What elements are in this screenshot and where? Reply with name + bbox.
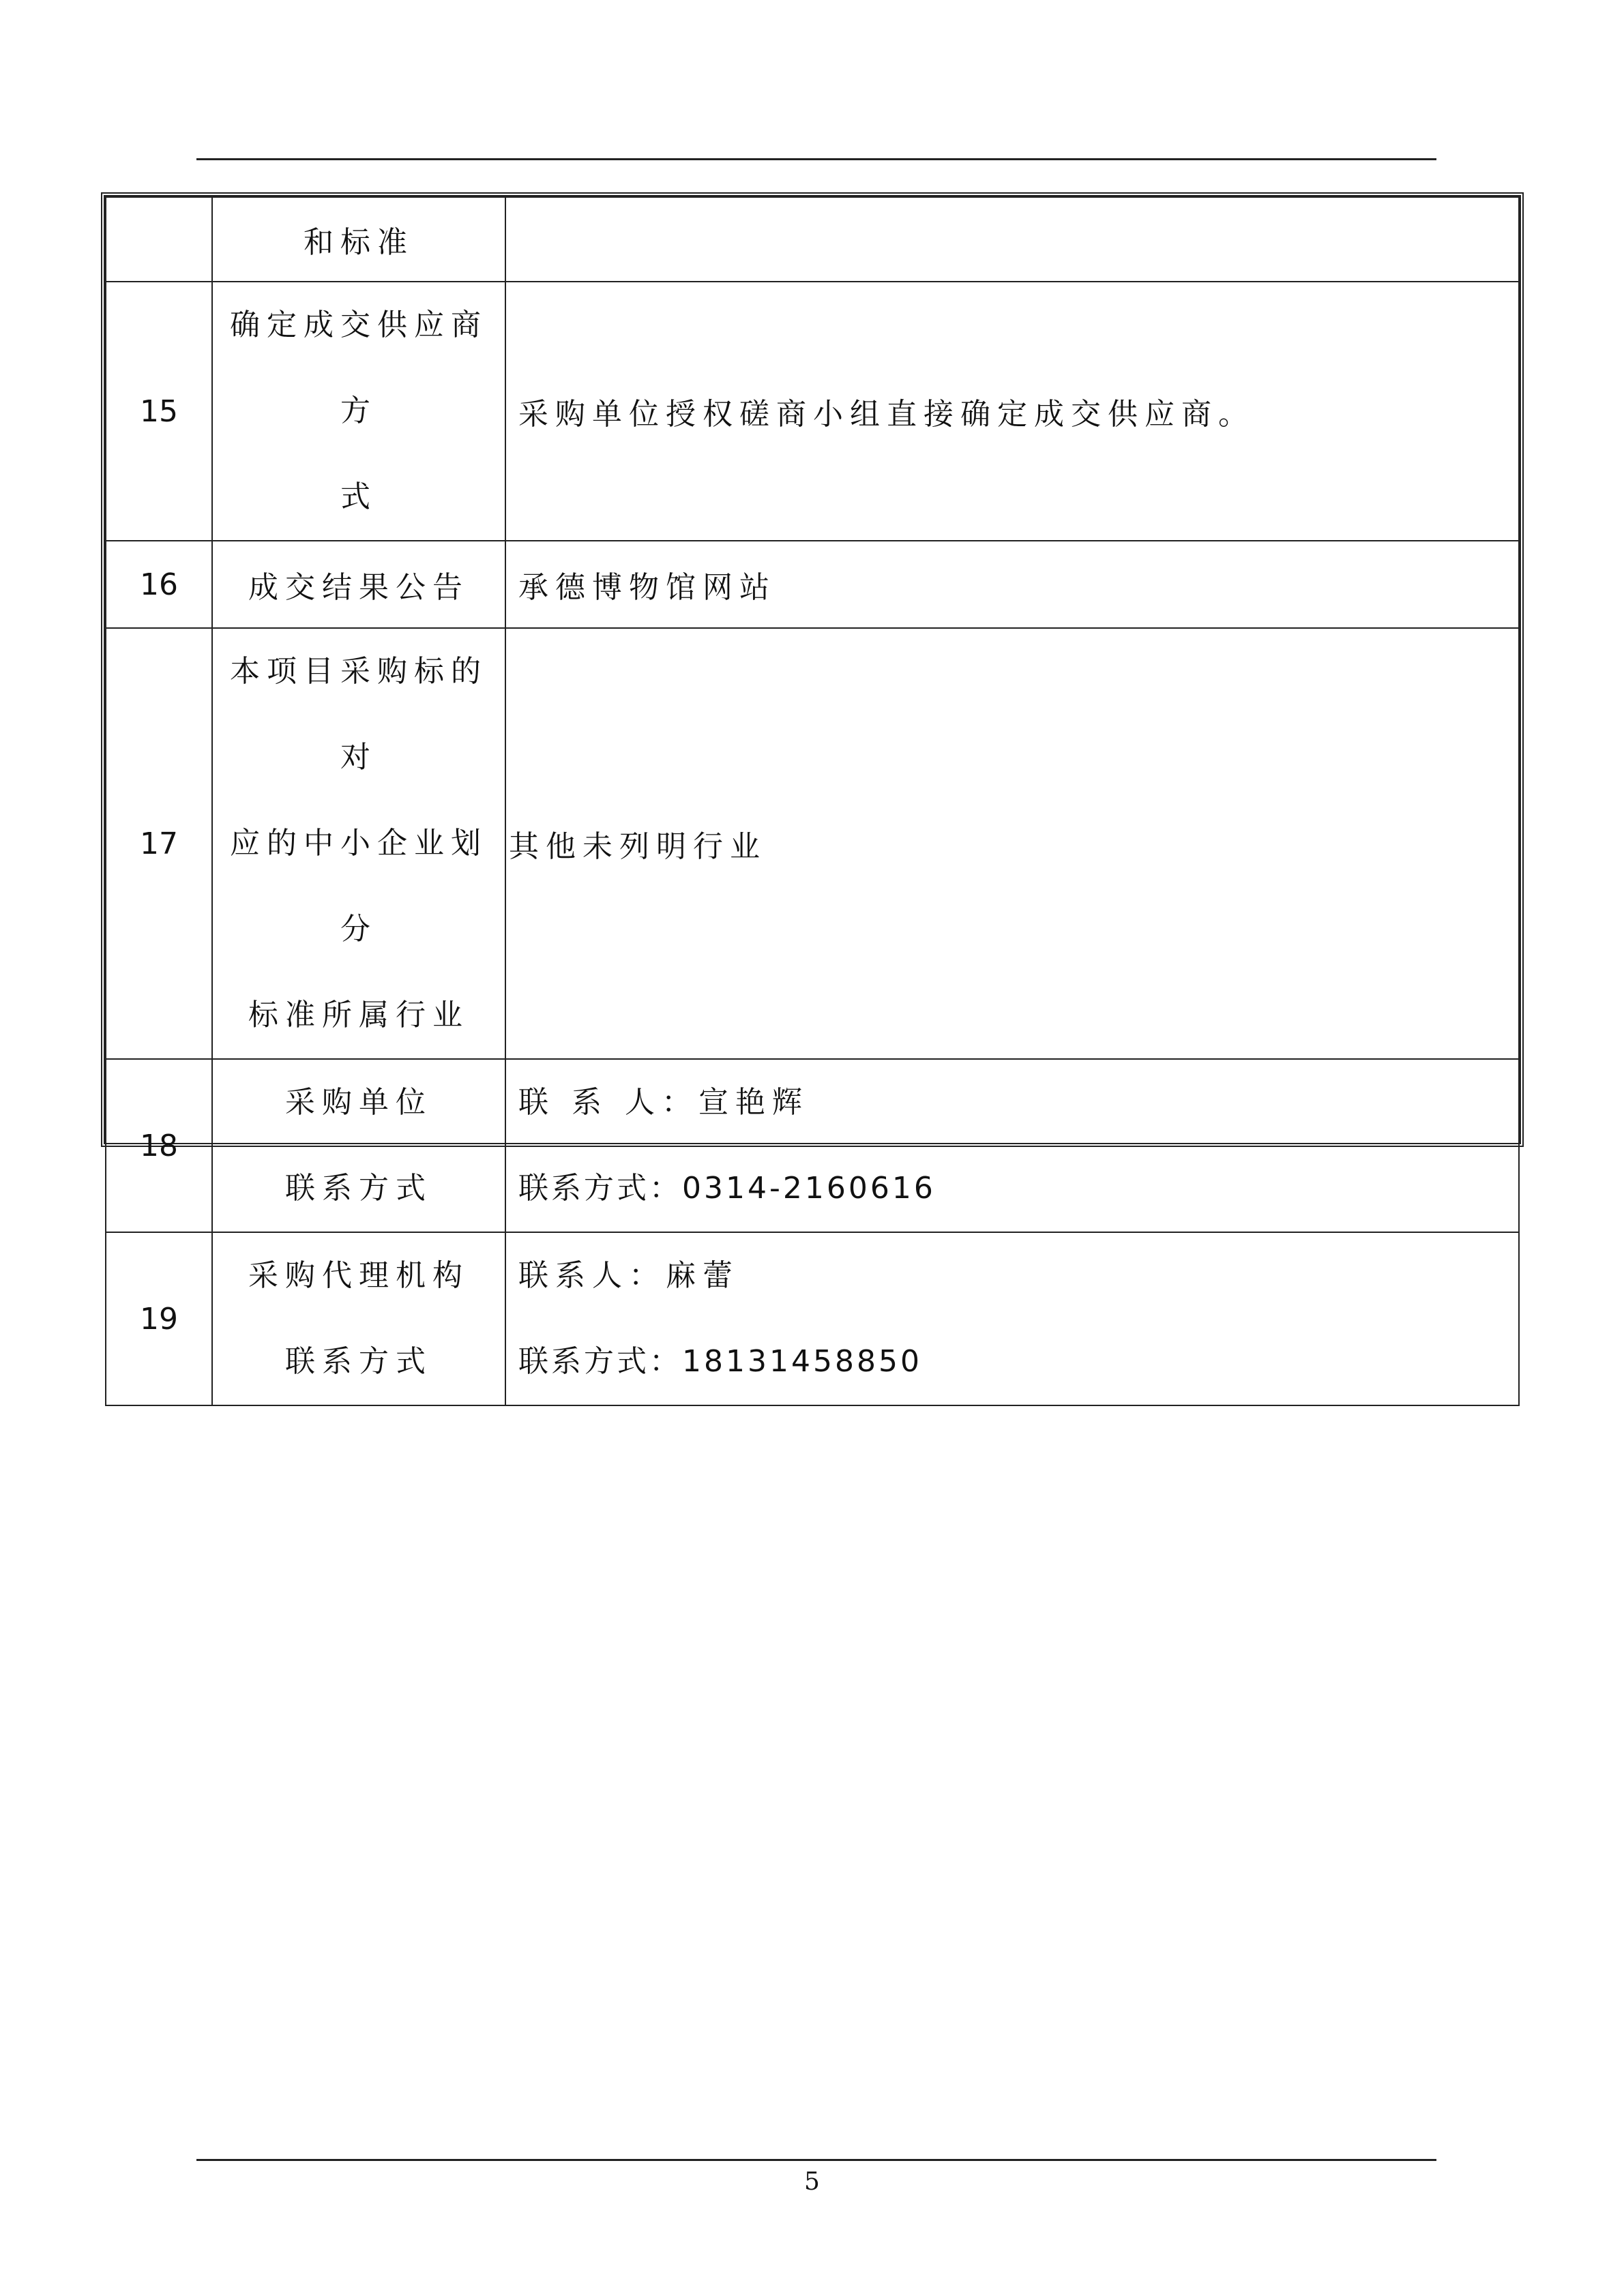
footer-rule (196, 2159, 1436, 2161)
table-row (106, 197, 1519, 282)
procurement-info-table (101, 192, 1524, 1379)
row-label (212, 1232, 505, 1405)
row-content (505, 197, 1519, 282)
row-content (505, 282, 1519, 541)
row-number: 18 (106, 1059, 212, 1232)
label-line: 式 (340, 479, 377, 514)
table-row (106, 541, 1519, 628)
table-row (106, 1059, 1519, 1232)
row-label (212, 282, 505, 541)
label-line: 联系方式 (285, 1171, 432, 1206)
label-line: 采购单位 (285, 1085, 432, 1120)
row-label (212, 628, 505, 1059)
label-line: 标准所属行业 (248, 998, 469, 1032)
row-content (505, 541, 1519, 628)
page-number: 5 (804, 2168, 820, 2196)
row-number: 19 (106, 1232, 212, 1405)
row-number (106, 197, 212, 282)
label-line: 联系方式 (285, 1344, 432, 1379)
content-line: 联系方式：18131458850 (518, 1344, 922, 1379)
label-line: 确定成交供应商方 (230, 308, 488, 428)
content-line: 联系人：麻蕾 (518, 1258, 739, 1293)
label-line: 应的中小企业划分 (230, 826, 488, 946)
row-number: 15 (106, 282, 212, 541)
label-line: 和标准 (304, 225, 414, 260)
row-label (212, 1059, 505, 1232)
label-line: 本项目采购标的对 (230, 654, 488, 775)
label-line: 成交结果公告 (248, 570, 469, 605)
row-label (212, 541, 505, 628)
row-content (505, 1232, 1519, 1405)
content-line: 其他未列明行业 (509, 829, 767, 864)
row-label (212, 197, 505, 282)
table-row (106, 1232, 1519, 1405)
content-line: 承德博物馆网站 (518, 570, 776, 605)
row-number: 17 (106, 628, 212, 1059)
content-line: 联 系 人：宣艳辉 (518, 1085, 809, 1120)
table-row (106, 282, 1519, 541)
table-row (106, 628, 1519, 1059)
label-line: 采购代理机构 (248, 1258, 469, 1293)
content-line: 联系方式：0314-2160616 (518, 1171, 936, 1206)
content-line: 采购单位授权磋商小组直接确定成交供应商。 (518, 397, 1255, 432)
row-content (505, 628, 1519, 1059)
row-content (505, 1059, 1519, 1232)
header-rule (196, 158, 1436, 160)
row-number: 16 (106, 541, 212, 628)
info-table (105, 196, 1520, 1406)
